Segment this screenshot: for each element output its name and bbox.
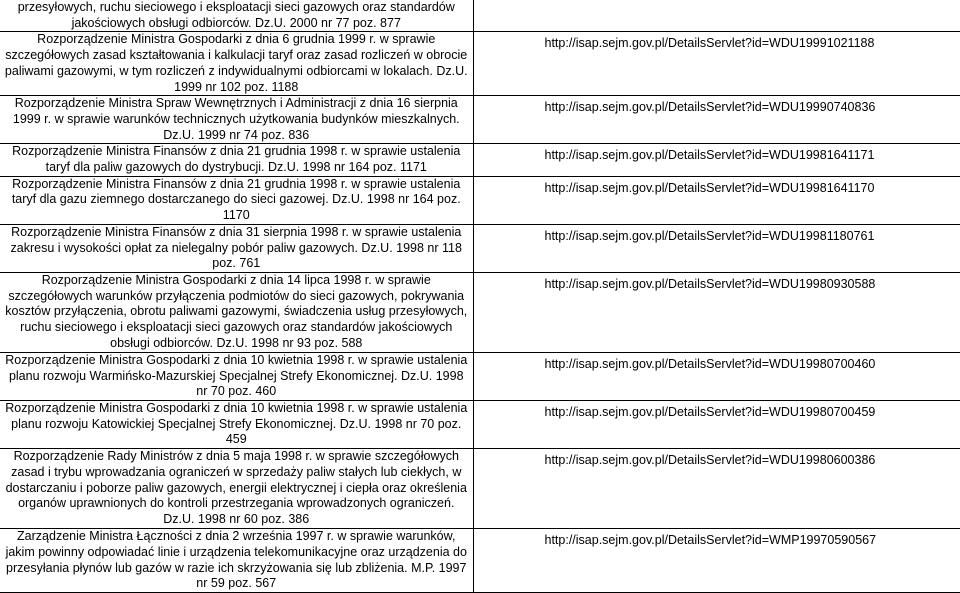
regulation-link[interactable]: http://isap.sejm.gov.pl/DetailsServlet?id=WDU19981180761 (473, 224, 960, 272)
regulation-description: Rozporządzenie Ministra Gospodarki z dnia 6 grudnia 1999 r. w sprawie szczegółowych zasad kształtowania i kalkulacji taryf oraz zasad rozliczeń w obrocie paliwami gazowymi, w tym rozliczeń z indywidualnymi odbiorcami w lokalach. Dz.U. 1999 nr 102 poz. 1188 (0, 32, 473, 96)
regulation-description: Rozporządzenie Ministra Spraw Wewnętrznych i Administracji z dnia 16 sierpnia 1999 r. w sprawie warunków technicznych użytkowania budynków mieszkalnych. Dz.U. 1999 nr 74 poz. 836 (0, 96, 473, 144)
regulation-description: przesyłowych, ruchu sieciowego i eksploatacji sieci gazowych oraz standardów jakościowych obsługi odbiorców. Dz.U. 2000 nr 77 poz. 877 (0, 0, 473, 32)
regulation-link[interactable] (473, 0, 960, 32)
table-row (0, 529, 960, 593)
regulation-description: Rozporządzenie Ministra Finansów z dnia 21 grudnia 1998 r. w sprawie ustalenia taryf dla gazu ziemnego dostarczanego do sieci gazowej. Dz.U. 1998 nr 164 poz. 1170 (0, 176, 473, 224)
regulation-description: Rozporządzenie Ministra Finansów z dnia 21 grudnia 1998 r. w sprawie ustalenia taryf dla paliw gazowych do dystrybucji. Dz.U. 1998 nr 164 poz. 1171 (0, 144, 473, 176)
regulation-description: Rozporządzenie Ministra Gospodarki z dnia 14 lipca 1998 r. w sprawie szczegółowych warunków przyłączenia podmiotów do sieci gazowych, pokrywania kosztów przyłączenia, obrotu paliwami gazowymi, świadczenia usług przesyłowych, ruchu sieciowego i eksploatacji sieci gazowych oraz standardów jakościowych obsługi odbiorców. Dz.U. 1998 nr 93 poz. 588 (0, 272, 473, 352)
table-row (0, 272, 960, 352)
table-row (0, 144, 960, 176)
regulation-description: Zarządzenie Ministra Łączności z dnia 2 września 1997 r. w sprawie warunków, jakim powinny odpowiadać linie i urządzenia telekomunikacyjne oraz urządzenia do przesyłania płynów lub gazów w razie ich skrzyżowania się lub zbliżenia. M.P. 1997 nr 59 poz. 567 (0, 529, 473, 593)
regulation-link[interactable]: http://isap.sejm.gov.pl/DetailsServlet?id=WDU19980930588 (473, 272, 960, 352)
table-row (0, 352, 960, 400)
regulation-description: Rozporządzenie Ministra Gospodarki z dnia 10 kwietnia 1998 r. w sprawie ustalenia planu rozwoju Katowickiej Specjalnej Strefy Ekonomicznej. Dz.U. 1998 nr 70 poz. 459 (0, 401, 473, 449)
table-row (0, 449, 960, 529)
regulation-link[interactable]: http://isap.sejm.gov.pl/DetailsServlet?id=WDU19980700459 (473, 401, 960, 449)
table-row (0, 176, 960, 224)
regulation-description: Rozporządzenie Ministra Finansów z dnia 31 sierpnia 1998 r. w sprawie ustalenia zakresu i wysokości opłat za nielegalny pobór paliw gazowych. Dz.U. 1998 nr 118 poz. 761 (0, 224, 473, 272)
regulation-link[interactable]: http://isap.sejm.gov.pl/DetailsServlet?id=WDU19990740836 (473, 96, 960, 144)
table-row (0, 0, 960, 32)
table-row (0, 96, 960, 144)
table-row (0, 32, 960, 96)
regulation-description: Rozporządzenie Ministra Gospodarki z dnia 10 kwietnia 1998 r. w sprawie ustalenia planu rozwoju Warmińsko-Mazurskiej Specjalnej Strefy Ekonomicznej. Dz.U. 1998 nr 70 poz. 460 (0, 352, 473, 400)
table-row (0, 224, 960, 272)
regulation-link[interactable]: http://isap.sejm.gov.pl/DetailsServlet?id=WDU19991021188 (473, 32, 960, 96)
regulation-link[interactable]: http://isap.sejm.gov.pl/DetailsServlet?id=WDU19981641170 (473, 176, 960, 224)
regulation-description: Rozporządzenie Rady Ministrów z dnia 5 maja 1998 r. w sprawie szczegółowych zasad i trybu wprowadzania ograniczeń w sprzedaży paliw stałych lub ciekłych, w dostarczaniu i poborze paliw gazowych, energii elektrycznej i ciepła oraz określenia organów uprawnionych do kontroli przestrzegania wprowadzonych ograniczeń. Dz.U. 1998 nr 60 poz. 386 (0, 449, 473, 529)
table-row (0, 401, 960, 449)
regulation-link[interactable]: http://isap.sejm.gov.pl/DetailsServlet?id=WDU19981641171 (473, 144, 960, 176)
regulation-link[interactable]: http://isap.sejm.gov.pl/DetailsServlet?id=WDU19980700460 (473, 352, 960, 400)
regulation-link[interactable]: http://isap.sejm.gov.pl/DetailsServlet?id=WMP19970590567 (473, 529, 960, 593)
regulation-link[interactable]: http://isap.sejm.gov.pl/DetailsServlet?id=WDU19980600386 (473, 449, 960, 529)
